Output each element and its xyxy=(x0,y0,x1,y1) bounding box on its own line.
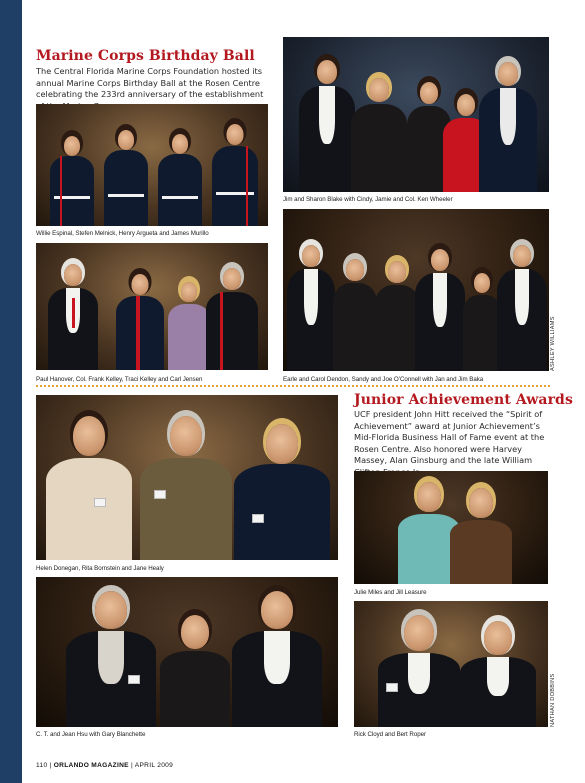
photo-credit-nathan-dobbins: NATHAN DOBBINS xyxy=(550,673,556,727)
page-footer xyxy=(36,762,173,769)
marine-ball-intro: The Central Florida Marine Corps Foundation hosted its annual Marine Corps Birthday Ball at the Rosen Centre celebrating the 233rd anniversary of the establishment xyxy=(36,66,264,100)
magazine-name: ORLANDO MAGAZINE xyxy=(53,762,129,769)
photo-dendon-oconnell-baka xyxy=(283,209,549,371)
photo-cloyd-roper xyxy=(354,601,548,727)
caption-photo-8: Rick Cloyd and Bert Roper xyxy=(354,731,427,738)
page-spine-bar xyxy=(0,0,22,783)
caption-photo-5: Helen Donegan, Rita Bornstein and Jane Healy xyxy=(36,565,164,572)
footer-separator: | xyxy=(131,762,135,769)
photo-miles-leasure xyxy=(354,471,548,584)
photo-blake-wheeler xyxy=(283,37,549,192)
caption-photo-7: C. T. and Jean Hsu with Gary Blanchette xyxy=(36,731,146,738)
page-number: 110 xyxy=(36,762,48,769)
caption-photo-1: Willie Espinal, Stefen Melnick, Henry Argueta and James Murillo xyxy=(36,230,209,237)
section-divider xyxy=(36,385,550,387)
photo-hanover-kelley-jensen xyxy=(36,243,268,370)
junior-achievement-intro: UCF president John Hitt received the “Spirit of Achievement” award at Junior Achievement’s Mid-Florida Business Hall of Fame event at the Rosen Centre. Also honored were Harvey Massey, Alan Ginsburg and the late William xyxy=(354,409,545,466)
junior-achievement-title: Junior Achievement Awards xyxy=(354,392,573,408)
photo-four-marines xyxy=(36,104,268,226)
caption-photo-2: Jim and Sharon Blake with Cindy, Jamie and Col. Ken Wheeler xyxy=(283,196,453,203)
caption-photo-6: Julie Miles and Jill Leasure xyxy=(354,589,427,596)
photo-donegan-bornstein-healy xyxy=(36,395,338,560)
photo-hsu-blanchette xyxy=(36,577,338,727)
photo-credit-ashley-williams: ASHLEY WILLIAMS xyxy=(550,316,556,371)
issue-date: APRIL 2009 xyxy=(134,762,174,769)
caption-photo-4: Earle and Carol Dendon, Sandy and Joe O’Connell with Jan and Jim Baka xyxy=(283,376,484,383)
caption-photo-3: Paul Hanover, Col. Frank Kelley, Traci Kelley and Carl Jensen xyxy=(36,376,203,383)
footer-separator: | xyxy=(49,762,54,769)
marine-ball-title: Marine Corps Birthday Ball xyxy=(36,48,255,64)
